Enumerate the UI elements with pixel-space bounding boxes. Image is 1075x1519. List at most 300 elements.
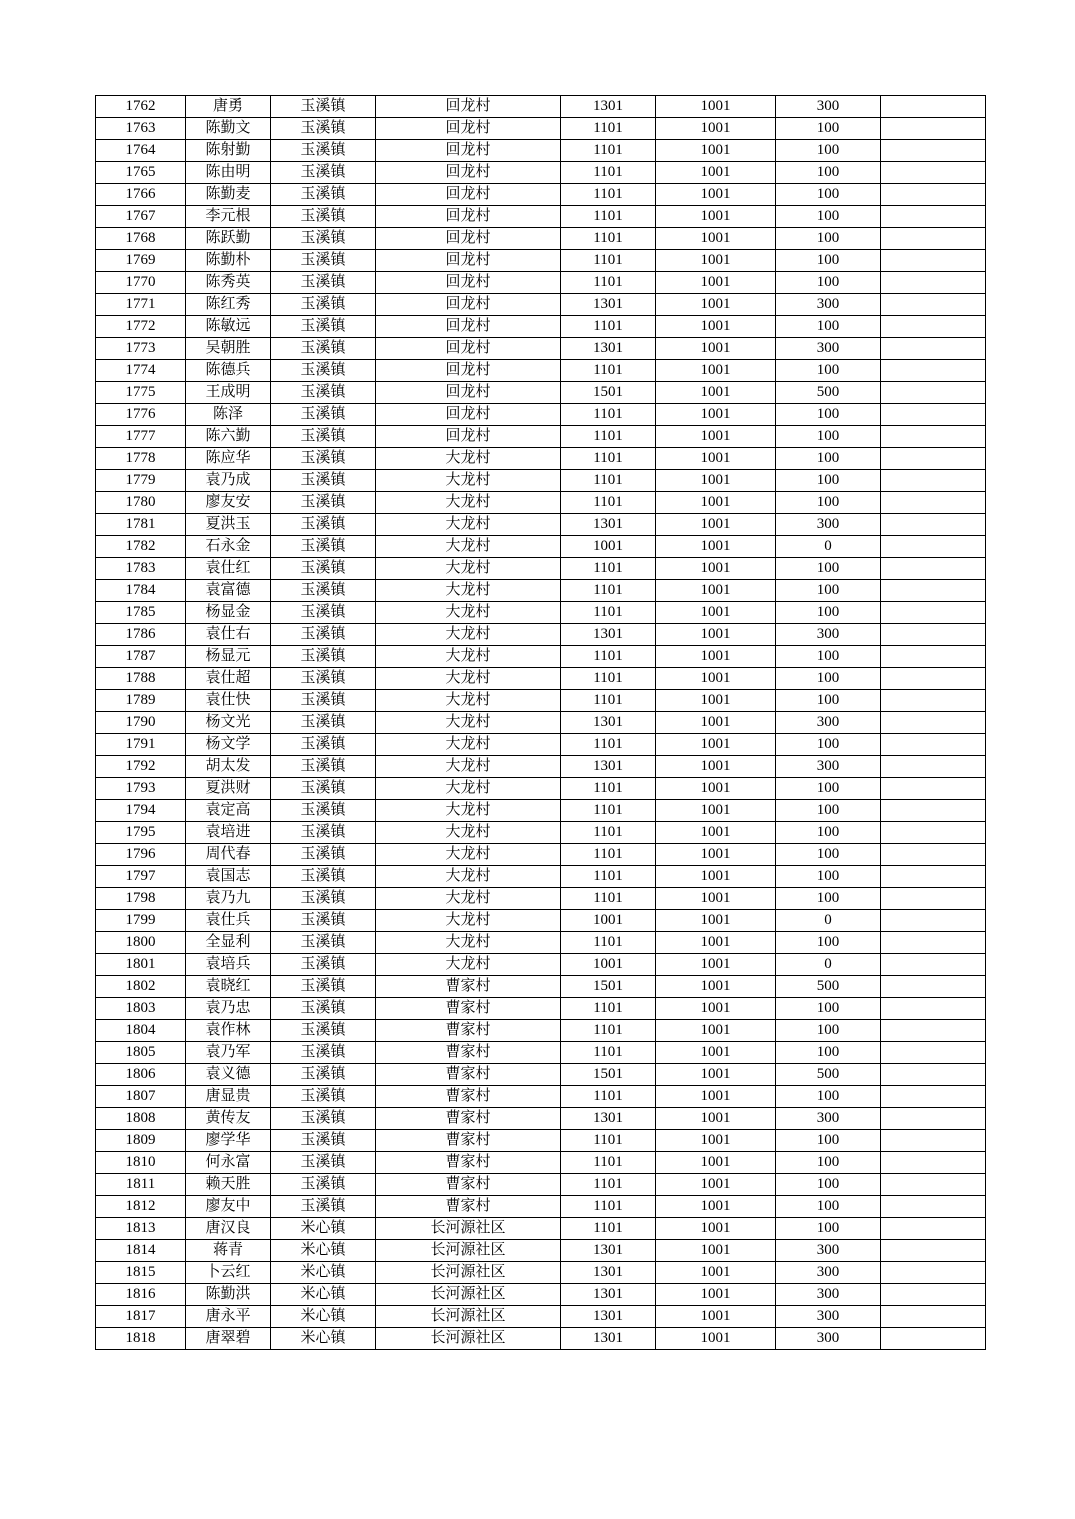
table-cell	[881, 338, 986, 360]
table-cell: 1803	[96, 998, 186, 1020]
table-cell	[881, 492, 986, 514]
table-cell: 袁作林	[186, 1020, 271, 1042]
table-cell: 1789	[96, 690, 186, 712]
table-cell	[881, 888, 986, 910]
table-cell: 王成明	[186, 382, 271, 404]
table-cell: 大龙村	[376, 888, 561, 910]
table-cell: 1777	[96, 426, 186, 448]
table-row	[96, 822, 986, 844]
table-cell	[881, 1328, 986, 1350]
table-row	[96, 558, 986, 580]
table-row	[96, 756, 986, 778]
table-row	[96, 96, 986, 118]
table-cell: 杨显元	[186, 646, 271, 668]
table-cell: 袁仕快	[186, 690, 271, 712]
table-row	[96, 250, 986, 272]
table-cell: 1101	[561, 844, 656, 866]
table-cell: 玉溪镇	[271, 338, 376, 360]
table-cell: 玉溪镇	[271, 1130, 376, 1152]
table-cell	[881, 954, 986, 976]
table-cell: 1101	[561, 448, 656, 470]
table-cell: 陈勤洪	[186, 1284, 271, 1306]
table-cell	[881, 1152, 986, 1174]
table-cell: 玉溪镇	[271, 866, 376, 888]
table-cell	[881, 470, 986, 492]
table-cell: 1811	[96, 1174, 186, 1196]
table-cell: 300	[776, 712, 881, 734]
table-cell: 300	[776, 294, 881, 316]
table-cell: 1101	[561, 470, 656, 492]
table-cell: 1001	[656, 1284, 776, 1306]
table-cell: 米心镇	[271, 1328, 376, 1350]
table-cell: 大龙村	[376, 558, 561, 580]
table-cell: 陈敏远	[186, 316, 271, 338]
table-cell: 300	[776, 1240, 881, 1262]
table-cell: 1762	[96, 96, 186, 118]
table-cell	[881, 690, 986, 712]
table-cell: 袁仕超	[186, 668, 271, 690]
table-cell: 1301	[561, 756, 656, 778]
table-cell: 袁晓红	[186, 976, 271, 998]
table-cell: 1101	[561, 1020, 656, 1042]
table-cell: 1001	[656, 1328, 776, 1350]
table-cell: 1779	[96, 470, 186, 492]
table-row	[96, 976, 986, 998]
table-cell: 1790	[96, 712, 186, 734]
table-cell: 1001	[656, 646, 776, 668]
table-cell: 100	[776, 470, 881, 492]
table-cell	[881, 910, 986, 932]
table-cell: 1814	[96, 1240, 186, 1262]
table-cell: 大龙村	[376, 646, 561, 668]
table-cell: 大龙村	[376, 514, 561, 536]
table-cell: 1001	[656, 536, 776, 558]
table-cell: 杨文光	[186, 712, 271, 734]
table-cell: 大龙村	[376, 580, 561, 602]
table-cell: 唐翠碧	[186, 1328, 271, 1350]
table-row	[96, 1328, 986, 1350]
table-cell: 大龙村	[376, 536, 561, 558]
table-cell: 袁仕红	[186, 558, 271, 580]
table-cell: 玉溪镇	[271, 1196, 376, 1218]
table-row	[96, 866, 986, 888]
table-cell: 0	[776, 536, 881, 558]
table-cell: 大龙村	[376, 778, 561, 800]
table-cell: 1001	[656, 140, 776, 162]
table-cell: 1001	[656, 910, 776, 932]
table-cell: 袁乃九	[186, 888, 271, 910]
table-cell: 玉溪镇	[271, 426, 376, 448]
table-cell: 1805	[96, 1042, 186, 1064]
table-cell: 500	[776, 976, 881, 998]
table-cell: 1001	[656, 778, 776, 800]
table-cell	[881, 558, 986, 580]
table-cell: 1773	[96, 338, 186, 360]
table-cell: 1001	[656, 514, 776, 536]
table-cell: 1001	[656, 1042, 776, 1064]
table-cell: 1817	[96, 1306, 186, 1328]
table-cell	[881, 1130, 986, 1152]
table-cell: 玉溪镇	[271, 382, 376, 404]
table-cell: 曹家村	[376, 998, 561, 1020]
table-cell	[881, 316, 986, 338]
table-cell: 100	[776, 822, 881, 844]
table-cell: 1776	[96, 404, 186, 426]
table-cell: 100	[776, 1042, 881, 1064]
table-cell: 1787	[96, 646, 186, 668]
table-cell: 回龙村	[376, 360, 561, 382]
table-cell: 1786	[96, 624, 186, 646]
table-cell: 100	[776, 162, 881, 184]
table-cell: 陈泽	[186, 404, 271, 426]
table-cell: 回龙村	[376, 140, 561, 162]
table-cell: 1101	[561, 602, 656, 624]
table-cell: 1001	[656, 1130, 776, 1152]
table-cell: 玉溪镇	[271, 756, 376, 778]
table-cell	[881, 712, 986, 734]
table-cell: 长河源社区	[376, 1284, 561, 1306]
table-cell: 1101	[561, 206, 656, 228]
table-cell: 杨文学	[186, 734, 271, 756]
table-cell: 1101	[561, 1086, 656, 1108]
table-cell: 100	[776, 140, 881, 162]
table-cell: 1001	[656, 338, 776, 360]
table-cell: 1001	[656, 1196, 776, 1218]
table-cell: 玉溪镇	[271, 250, 376, 272]
table-row	[96, 162, 986, 184]
table-cell: 大龙村	[376, 712, 561, 734]
table-cell: 米心镇	[271, 1218, 376, 1240]
table-cell: 100	[776, 800, 881, 822]
table-cell	[881, 250, 986, 272]
table-cell: 1810	[96, 1152, 186, 1174]
table-cell: 100	[776, 184, 881, 206]
table-cell: 100	[776, 316, 881, 338]
table-cell: 玉溪镇	[271, 624, 376, 646]
table-cell: 1767	[96, 206, 186, 228]
table-cell: 袁富德	[186, 580, 271, 602]
table-cell: 回龙村	[376, 426, 561, 448]
table-cell: 1792	[96, 756, 186, 778]
table-cell	[881, 1196, 986, 1218]
table-cell: 1770	[96, 272, 186, 294]
table-cell: 1501	[561, 382, 656, 404]
table-cell: 玉溪镇	[271, 470, 376, 492]
table-cell: 黄传友	[186, 1108, 271, 1130]
table-cell	[881, 1240, 986, 1262]
table-cell: 100	[776, 668, 881, 690]
table-cell: 吴朝胜	[186, 338, 271, 360]
table-cell: 1766	[96, 184, 186, 206]
table-cell: 唐显贵	[186, 1086, 271, 1108]
table-cell: 曹家村	[376, 1196, 561, 1218]
table-cell: 1782	[96, 536, 186, 558]
table-row	[96, 954, 986, 976]
table-row	[96, 184, 986, 206]
table-cell	[881, 1284, 986, 1306]
table-cell	[881, 184, 986, 206]
table-cell: 玉溪镇	[271, 954, 376, 976]
table-cell: 300	[776, 1306, 881, 1328]
table-cell: 100	[776, 1218, 881, 1240]
table-cell: 1806	[96, 1064, 186, 1086]
table-row	[96, 932, 986, 954]
table-cell: 1001	[561, 954, 656, 976]
table-row	[96, 272, 986, 294]
table-cell	[881, 1064, 986, 1086]
table-cell: 1101	[561, 932, 656, 954]
table-cell	[881, 1218, 986, 1240]
table-cell: 1001	[656, 690, 776, 712]
table-cell: 1101	[561, 272, 656, 294]
table-cell: 陈勤文	[186, 118, 271, 140]
table-cell: 1812	[96, 1196, 186, 1218]
table-cell: 1001	[656, 844, 776, 866]
table-cell: 曹家村	[376, 1152, 561, 1174]
table-cell: 1785	[96, 602, 186, 624]
table-cell: 1001	[656, 756, 776, 778]
table-cell: 玉溪镇	[271, 184, 376, 206]
table-cell: 唐永平	[186, 1306, 271, 1328]
table-cell: 1001	[656, 866, 776, 888]
table-cell: 1781	[96, 514, 186, 536]
table-row	[96, 712, 986, 734]
table-row	[96, 602, 986, 624]
table-cell: 大龙村	[376, 690, 561, 712]
table-cell: 大龙村	[376, 844, 561, 866]
table-cell	[881, 1262, 986, 1284]
table-cell: 100	[776, 602, 881, 624]
table-cell: 大龙村	[376, 668, 561, 690]
table-cell: 陈勤朴	[186, 250, 271, 272]
table-cell: 回龙村	[376, 272, 561, 294]
table-cell: 1001	[656, 976, 776, 998]
table-cell: 玉溪镇	[271, 1064, 376, 1086]
table-cell: 袁乃成	[186, 470, 271, 492]
table-cell: 1101	[561, 162, 656, 184]
table-cell: 1001	[656, 624, 776, 646]
table-row	[96, 1064, 986, 1086]
table-cell: 回龙村	[376, 162, 561, 184]
table-cell: 玉溪镇	[271, 272, 376, 294]
table-cell: 1501	[561, 1064, 656, 1086]
table-cell	[881, 228, 986, 250]
table-cell: 1001	[656, 1020, 776, 1042]
table-row	[96, 316, 986, 338]
table-cell: 玉溪镇	[271, 580, 376, 602]
table-cell: 1001	[656, 822, 776, 844]
table-cell: 1301	[561, 514, 656, 536]
table-cell	[881, 800, 986, 822]
table-cell: 1001	[656, 712, 776, 734]
table-row	[96, 360, 986, 382]
table-cell: 陈跃勤	[186, 228, 271, 250]
table-cell: 玉溪镇	[271, 404, 376, 426]
table-cell	[881, 1086, 986, 1108]
table-cell: 1001	[656, 1240, 776, 1262]
table-cell	[881, 866, 986, 888]
table-cell: 廖友中	[186, 1196, 271, 1218]
table-cell: 1775	[96, 382, 186, 404]
table-cell	[881, 1042, 986, 1064]
table-cell	[881, 1108, 986, 1130]
table-cell: 1001	[656, 602, 776, 624]
table-cell: 1301	[561, 1306, 656, 1328]
table-cell: 1001	[656, 954, 776, 976]
table-row	[96, 998, 986, 1020]
table-cell: 1101	[561, 1042, 656, 1064]
table-cell: 大龙村	[376, 756, 561, 778]
table-cell: 1815	[96, 1262, 186, 1284]
table-cell: 1301	[561, 1284, 656, 1306]
table-cell: 李元根	[186, 206, 271, 228]
table-row	[96, 800, 986, 822]
table-cell: 500	[776, 1064, 881, 1086]
table-cell: 1001	[656, 1152, 776, 1174]
table-row	[96, 646, 986, 668]
table-cell	[881, 756, 986, 778]
table-cell: 1101	[561, 1130, 656, 1152]
table-cell	[881, 998, 986, 1020]
table-cell: 陈红秀	[186, 294, 271, 316]
table-cell: 1802	[96, 976, 186, 998]
table-cell: 1801	[96, 954, 186, 976]
table-cell: 1001	[656, 734, 776, 756]
table-cell: 玉溪镇	[271, 536, 376, 558]
table-cell: 唐勇	[186, 96, 271, 118]
table-cell: 100	[776, 1020, 881, 1042]
table-cell: 500	[776, 382, 881, 404]
table-cell: 300	[776, 338, 881, 360]
table-cell: 1797	[96, 866, 186, 888]
table-cell: 陈德兵	[186, 360, 271, 382]
table-cell: 大龙村	[376, 448, 561, 470]
table-cell: 玉溪镇	[271, 822, 376, 844]
table-cell: 1101	[561, 1196, 656, 1218]
table-row	[96, 1020, 986, 1042]
table-row	[96, 492, 986, 514]
table-cell: 曹家村	[376, 1174, 561, 1196]
table-cell: 回龙村	[376, 294, 561, 316]
table-cell: 1001	[656, 1086, 776, 1108]
table-cell: 100	[776, 228, 881, 250]
table-cell	[881, 448, 986, 470]
table-cell	[881, 844, 986, 866]
table-cell: 米心镇	[271, 1240, 376, 1262]
table-row	[96, 778, 986, 800]
table-row	[96, 1306, 986, 1328]
table-cell	[881, 822, 986, 844]
table-cell: 1001	[656, 294, 776, 316]
table-cell: 长河源社区	[376, 1218, 561, 1240]
table-cell: 夏洪玉	[186, 514, 271, 536]
table-cell: 卜云红	[186, 1262, 271, 1284]
table-cell: 1001	[656, 1064, 776, 1086]
table-cell: 1101	[561, 734, 656, 756]
table-cell: 全显利	[186, 932, 271, 954]
table-cell: 曹家村	[376, 1042, 561, 1064]
table-cell	[881, 118, 986, 140]
table-cell: 玉溪镇	[271, 646, 376, 668]
table-cell: 玉溪镇	[271, 360, 376, 382]
table-cell: 300	[776, 1108, 881, 1130]
table-row	[96, 910, 986, 932]
table-cell: 回龙村	[376, 338, 561, 360]
table-cell: 蒋青	[186, 1240, 271, 1262]
table-cell: 100	[776, 998, 881, 1020]
table-cell: 100	[776, 1152, 881, 1174]
table-row	[96, 448, 986, 470]
table-cell: 1101	[561, 800, 656, 822]
table-cell: 玉溪镇	[271, 558, 376, 580]
table-cell: 1001	[656, 96, 776, 118]
table-cell: 袁培兵	[186, 954, 271, 976]
table-cell: 大龙村	[376, 866, 561, 888]
table-cell: 袁定高	[186, 800, 271, 822]
table-row	[96, 382, 986, 404]
table-cell: 1001	[656, 250, 776, 272]
table-cell: 100	[776, 932, 881, 954]
table-cell: 大龙村	[376, 910, 561, 932]
table-cell: 玉溪镇	[271, 316, 376, 338]
table-cell: 玉溪镇	[271, 844, 376, 866]
table-row	[96, 1218, 986, 1240]
table-cell: 1001	[656, 404, 776, 426]
table-cell: 100	[776, 778, 881, 800]
table-cell: 1101	[561, 1174, 656, 1196]
table-cell: 1001	[656, 558, 776, 580]
table-cell: 1001	[656, 1174, 776, 1196]
table-cell	[881, 778, 986, 800]
table-cell: 1301	[561, 624, 656, 646]
table-row	[96, 470, 986, 492]
table-cell: 1001	[656, 1218, 776, 1240]
table-cell: 1101	[561, 250, 656, 272]
table-cell: 300	[776, 756, 881, 778]
table-cell: 玉溪镇	[271, 800, 376, 822]
table-row	[96, 668, 986, 690]
table-cell: 1001	[656, 1262, 776, 1284]
table-cell: 陈勤麦	[186, 184, 271, 206]
table-cell: 玉溪镇	[271, 888, 376, 910]
table-cell: 赖天胜	[186, 1174, 271, 1196]
table-cell: 300	[776, 514, 881, 536]
table-cell: 1101	[561, 646, 656, 668]
table-cell: 1798	[96, 888, 186, 910]
table-cell: 回龙村	[376, 228, 561, 250]
table-cell: 1101	[561, 822, 656, 844]
table-cell: 1101	[561, 184, 656, 206]
table-cell: 大龙村	[376, 624, 561, 646]
table-cell: 100	[776, 360, 881, 382]
table-cell: 回龙村	[376, 184, 561, 206]
table-cell: 1772	[96, 316, 186, 338]
table-cell	[881, 646, 986, 668]
table-cell: 300	[776, 1262, 881, 1284]
table-cell: 1765	[96, 162, 186, 184]
table-row	[96, 1152, 986, 1174]
table-cell: 1001	[656, 800, 776, 822]
table-cell	[881, 602, 986, 624]
table-cell: 玉溪镇	[271, 778, 376, 800]
table-cell: 1101	[561, 426, 656, 448]
table-row	[96, 1196, 986, 1218]
table-cell: 300	[776, 96, 881, 118]
table-row	[96, 580, 986, 602]
table-cell: 陈由明	[186, 162, 271, 184]
table-cell: 夏洪财	[186, 778, 271, 800]
table-row	[96, 624, 986, 646]
